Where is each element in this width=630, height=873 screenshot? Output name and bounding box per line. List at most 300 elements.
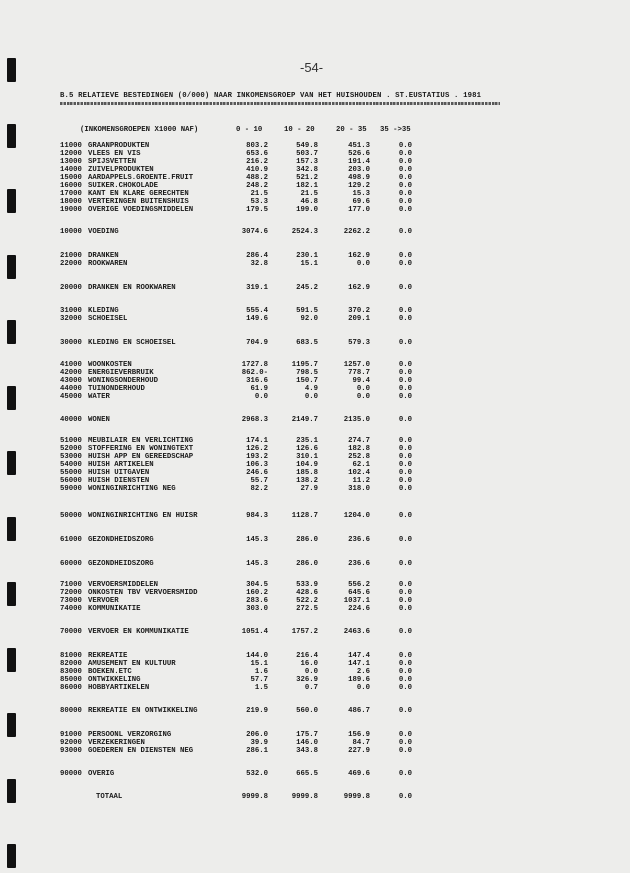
row-value-col-3: 0.0 <box>356 393 370 401</box>
row-value-col-4: 0.0 <box>398 747 412 755</box>
row-value-col-3: 129.2 <box>348 182 370 190</box>
table-row <box>0 770 630 779</box>
row-value-col-1: 1727.8 <box>241 361 268 369</box>
row-value-col-4: 0.0 <box>398 536 412 544</box>
row-value-col-1: 704.9 <box>246 339 268 347</box>
row-value-col-4: 0.0 <box>398 228 412 236</box>
row-code: 31000 <box>60 307 82 315</box>
row-value-col-1: 21.5 <box>250 190 268 198</box>
row-value-col-3: 526.6 <box>348 150 370 158</box>
row-code: 10000 <box>60 228 82 236</box>
row-label: SCHOEISEL <box>88 315 128 323</box>
row-label: OVERIG <box>88 770 115 778</box>
row-code: 22000 <box>60 260 82 268</box>
row-label: VERZEKERINGEN <box>88 739 145 747</box>
table-row <box>0 315 630 324</box>
row-label: ROOKWAREN <box>88 260 128 268</box>
table-row <box>0 747 630 756</box>
row-value-col-1: 179.5 <box>246 206 268 214</box>
row-value-col-3: 2262.2 <box>343 228 370 236</box>
row-value-col-3: 203.0 <box>348 166 370 174</box>
row-value-col-4: 0.0 <box>398 198 412 206</box>
row-value-col-3: 451.3 <box>348 142 370 150</box>
row-value-col-2: 2149.7 <box>291 416 318 424</box>
row-value-col-2: 138.2 <box>296 477 318 485</box>
table-row <box>0 605 630 614</box>
row-value-col-4: 0.0 <box>398 307 412 315</box>
row-value-col-4: 0.0 <box>398 512 412 520</box>
row-value-col-2: 16.0 <box>300 660 318 668</box>
row-value-col-1: 319.1 <box>246 284 268 292</box>
row-value-col-3: 236.6 <box>348 536 370 544</box>
row-value-col-3: 156.9 <box>348 731 370 739</box>
row-code: 61000 <box>60 536 82 544</box>
row-value-col-2: 1128.7 <box>291 512 318 520</box>
row-value-col-4: 0.0 <box>398 560 412 568</box>
row-code: 90000 <box>60 770 82 778</box>
row-value-col-2: 560.0 <box>296 707 318 715</box>
row-value-col-1: 145.3 <box>246 560 268 568</box>
row-label: KANT EN KLARE GERECHTEN <box>88 190 189 198</box>
row-code: 91000 <box>60 731 82 739</box>
row-code: 53000 <box>60 453 82 461</box>
row-value-col-2: 0.7 <box>304 684 318 692</box>
row-code: 45000 <box>60 393 82 401</box>
row-code: 15000 <box>60 174 82 182</box>
row-value-col-1: 286.1 <box>246 747 268 755</box>
row-value-col-2: 683.5 <box>296 339 318 347</box>
row-value-col-1: 653.6 <box>246 150 268 158</box>
row-value-col-2: 1195.7 <box>291 361 318 369</box>
row-label: HOBBYARTIKELEN <box>88 684 150 692</box>
row-code: 70000 <box>60 628 82 636</box>
row-value-col-2: 503.7 <box>296 150 318 158</box>
row-label: BOEKEN.ETC <box>88 668 132 676</box>
row-value-col-4: 0.0 <box>398 260 412 268</box>
row-label: REKREATIE <box>88 652 128 660</box>
row-value-col-1: 286.4 <box>246 252 268 260</box>
row-value-col-3: 147.1 <box>348 660 370 668</box>
row-value-col-2: 146.0 <box>296 739 318 747</box>
row-label: HUISH UITGAVEN <box>88 469 150 477</box>
row-value-col-4: 0.0 <box>398 166 412 174</box>
row-value-col-1: 1.6 <box>254 668 268 676</box>
row-code: 74000 <box>60 605 82 613</box>
row-value-col-4: 0.0 <box>398 339 412 347</box>
row-code: 54000 <box>60 461 82 469</box>
header-col-3: 20 - 35 <box>336 126 367 134</box>
row-value-col-2: 522.2 <box>296 597 318 605</box>
row-label: SPIJSVETTEN <box>88 158 137 166</box>
row-value-col-4: 0.0 <box>398 150 412 158</box>
row-label: WATER <box>88 393 110 401</box>
row-value-col-2: 286.0 <box>296 560 318 568</box>
header-label: (INKOMENSGROEPEN X1000 NAF) <box>80 126 199 134</box>
row-code: 13000 <box>60 158 82 166</box>
row-value-col-4: 0.0 <box>398 597 412 605</box>
row-value-col-2: 150.7 <box>296 377 318 385</box>
row-label: TUINONDERHOUD <box>88 385 145 393</box>
row-value-col-3: 370.2 <box>348 307 370 315</box>
row-code: 21000 <box>60 252 82 260</box>
row-value-col-2: 1757.2 <box>291 628 318 636</box>
row-label: AMUSEMENT EN KULTUUR <box>88 660 176 668</box>
row-value-col-1: 206.0 <box>246 731 268 739</box>
row-value-col-4: 0.0 <box>398 469 412 477</box>
row-value-col-3: 1257.0 <box>343 361 370 369</box>
row-value-col-3: 252.8 <box>348 453 370 461</box>
row-value-col-4: 0.0 <box>398 445 412 453</box>
row-code: 83000 <box>60 668 82 676</box>
row-value-col-4: 0.0 <box>398 182 412 190</box>
row-value-col-3: 162.9 <box>348 284 370 292</box>
row-value-col-2: 230.1 <box>296 252 318 260</box>
row-value-col-2: 126.6 <box>296 445 318 453</box>
row-code: 80000 <box>60 707 82 715</box>
row-value-col-1: 9999.8 <box>241 793 268 801</box>
row-value-col-2: 4.9 <box>304 385 318 393</box>
row-value-col-4: 0.0 <box>398 315 412 323</box>
row-value-col-1: 39.9 <box>250 739 268 747</box>
row-value-col-1: 126.2 <box>246 445 268 453</box>
row-label: HUISH ARTIKELEN <box>88 461 154 469</box>
row-label: OVERIGE VOEDINGSMIDDELEN <box>88 206 194 214</box>
row-label: GOEDEREN EN DIENSTEN NEG <box>88 747 194 755</box>
row-label: KLEDING <box>88 307 119 315</box>
row-label: VERVOER EN KOMMUNIKATIE <box>88 628 189 636</box>
table-row <box>0 793 630 802</box>
row-value-col-3: 0.0 <box>356 385 370 393</box>
row-value-col-3: 227.9 <box>348 747 370 755</box>
row-value-col-4: 0.0 <box>398 485 412 493</box>
table-row <box>0 416 630 425</box>
row-value-col-2: 343.8 <box>296 747 318 755</box>
row-value-col-3: 84.7 <box>352 739 370 747</box>
row-code: 59000 <box>60 485 82 493</box>
row-value-col-4: 0.0 <box>398 416 412 424</box>
row-value-col-1: 219.9 <box>246 707 268 715</box>
row-label: STOFFERING EN WONINGTEXT <box>88 445 194 453</box>
row-value-col-1: 316.6 <box>246 377 268 385</box>
row-value-col-4: 0.0 <box>398 676 412 684</box>
row-value-col-1: 53.3 <box>250 198 268 206</box>
table-row <box>0 260 630 269</box>
row-label: HUISH DIENSTEN <box>88 477 150 485</box>
row-code: 55000 <box>60 469 82 477</box>
row-code: 12000 <box>60 150 82 158</box>
row-value-col-2: 92.0 <box>300 315 318 323</box>
row-code: 11000 <box>60 142 82 150</box>
row-value-col-1: 193.2 <box>246 453 268 461</box>
row-value-col-3: 318.0 <box>348 485 370 493</box>
row-label: GRAANPRODUKTEN <box>88 142 150 150</box>
table-row <box>0 628 630 637</box>
row-value-col-3: 189.6 <box>348 676 370 684</box>
row-code: 93000 <box>60 747 82 755</box>
row-code: 32000 <box>60 315 82 323</box>
row-label: VOEDING <box>88 228 119 236</box>
row-label: ENERGIEVERBRUIK <box>88 369 154 377</box>
row-value-col-1: 248.2 <box>246 182 268 190</box>
row-value-col-1: 2968.3 <box>241 416 268 424</box>
row-code: 50000 <box>60 512 82 520</box>
row-label: WONINGINRICHTING NEG <box>88 485 176 493</box>
header-col-1: 0 - 10 <box>236 126 263 134</box>
row-value-col-2: 9999.8 <box>291 793 318 801</box>
row-label: ONKOSTEN TBV VERVOERSMIDD <box>88 589 198 597</box>
row-code: 71000 <box>60 581 82 589</box>
row-value-col-3: 99.4 <box>352 377 370 385</box>
row-value-col-2: 199.0 <box>296 206 318 214</box>
row-value-col-4: 0.0 <box>398 190 412 198</box>
row-value-col-1: 303.0 <box>246 605 268 613</box>
row-value-col-1: 803.2 <box>246 142 268 150</box>
table-title: B.5 RELATIEVE BESTEDINGEN (0/000) NAAR INKOMENSGROEP VAN HET HUISHOUDEN . ST.EUSTATIUS . 1981 <box>60 92 482 100</box>
row-value-col-2: 182.1 <box>296 182 318 190</box>
row-value-col-1: 160.2 <box>246 589 268 597</box>
row-value-col-4: 0.0 <box>398 793 412 801</box>
row-code: 85000 <box>60 676 82 684</box>
row-value-col-1: 532.0 <box>246 770 268 778</box>
row-value-col-3: 177.0 <box>348 206 370 214</box>
row-code: 41000 <box>60 361 82 369</box>
row-code: 30000 <box>60 339 82 347</box>
row-code: 16000 <box>60 182 82 190</box>
row-value-col-2: 15.1 <box>300 260 318 268</box>
row-code: 44000 <box>60 385 82 393</box>
row-value-col-3: 69.6 <box>352 198 370 206</box>
row-value-col-4: 0.0 <box>398 393 412 401</box>
row-value-col-4: 0.0 <box>398 252 412 260</box>
row-value-col-1: 144.0 <box>246 652 268 660</box>
row-value-col-1: 1.5 <box>254 684 268 692</box>
row-label: VERVOERSMIDDELEN <box>88 581 159 589</box>
table-row <box>0 206 630 215</box>
row-label: AARDAPPELS.GROENTE.FRUIT <box>88 174 194 182</box>
row-value-col-4: 0.0 <box>398 660 412 668</box>
row-label: VLEES EN VIS <box>88 150 141 158</box>
row-value-col-2: 216.4 <box>296 652 318 660</box>
row-code: 14000 <box>60 166 82 174</box>
row-value-col-1: 862.0- <box>241 369 268 377</box>
row-value-col-1: 61.9 <box>250 385 268 393</box>
row-value-col-3: 15.3 <box>352 190 370 198</box>
row-value-col-2: 798.5 <box>296 369 318 377</box>
row-code: 17000 <box>60 190 82 198</box>
row-code: 56000 <box>60 477 82 485</box>
row-value-col-2: 0.0 <box>304 393 318 401</box>
row-code: 73000 <box>60 597 82 605</box>
row-value-col-4: 0.0 <box>398 589 412 597</box>
row-value-col-3: 191.4 <box>348 158 370 166</box>
row-label: HUISH APP EN GEREEDSCHAP <box>88 453 194 461</box>
row-value-col-4: 0.0 <box>398 206 412 214</box>
row-label: VERVOER <box>88 597 119 605</box>
row-value-col-2: 157.3 <box>296 158 318 166</box>
row-value-col-4: 0.0 <box>398 385 412 393</box>
row-value-col-2: 27.9 <box>300 485 318 493</box>
row-code: 40000 <box>60 416 82 424</box>
row-value-col-2: 310.1 <box>296 453 318 461</box>
row-value-col-3: 9999.8 <box>343 793 370 801</box>
row-value-col-4: 0.0 <box>398 461 412 469</box>
table-row <box>0 228 630 237</box>
row-value-col-4: 0.0 <box>398 174 412 182</box>
row-value-col-1: 304.5 <box>246 581 268 589</box>
table-row <box>0 284 630 293</box>
row-value-col-2: 245.2 <box>296 284 318 292</box>
row-value-col-2: 521.2 <box>296 174 318 182</box>
binder-hole-mark <box>7 58 16 82</box>
row-value-col-3: 469.6 <box>348 770 370 778</box>
table-row <box>0 707 630 716</box>
row-value-col-4: 0.0 <box>398 731 412 739</box>
row-label: DRANKEN <box>88 252 119 260</box>
row-label: REKREATIE EN ONTWIKKELING <box>88 707 198 715</box>
row-code: 51000 <box>60 437 82 445</box>
row-value-col-1: 555.4 <box>246 307 268 315</box>
row-value-col-2: 0.0 <box>304 668 318 676</box>
row-code: 52000 <box>60 445 82 453</box>
table-row <box>0 339 630 348</box>
row-value-col-2: 286.0 <box>296 536 318 544</box>
row-code: 92000 <box>60 739 82 747</box>
row-value-col-1: 3074.6 <box>241 228 268 236</box>
row-value-col-3: 209.1 <box>348 315 370 323</box>
row-value-col-2: 549.8 <box>296 142 318 150</box>
header-col-4: 35 ->35 <box>380 126 411 134</box>
row-value-col-4: 0.0 <box>398 770 412 778</box>
row-value-col-2: 591.5 <box>296 307 318 315</box>
row-value-col-3: 1037.1 <box>343 597 370 605</box>
row-value-col-4: 0.0 <box>398 158 412 166</box>
row-value-col-1: 145.3 <box>246 536 268 544</box>
binder-hole-mark <box>7 844 16 868</box>
row-value-col-3: 11.2 <box>352 477 370 485</box>
row-value-col-3: 645.6 <box>348 589 370 597</box>
row-value-col-4: 0.0 <box>398 142 412 150</box>
row-value-col-4: 0.0 <box>398 628 412 636</box>
row-label: WONEN <box>88 416 110 424</box>
row-value-col-2: 665.5 <box>296 770 318 778</box>
row-value-col-3: 62.1 <box>352 461 370 469</box>
table-row <box>0 560 630 569</box>
row-value-col-3: 2.6 <box>356 668 370 676</box>
page-number: -54- <box>300 60 324 75</box>
row-value-col-1: 149.6 <box>246 315 268 323</box>
row-value-col-4: 0.0 <box>398 739 412 747</box>
row-value-col-2: 21.5 <box>300 190 318 198</box>
row-value-col-1: 246.6 <box>246 469 268 477</box>
row-value-col-2: 235.1 <box>296 437 318 445</box>
row-code: 19000 <box>60 206 82 214</box>
row-label: WONINGINRICHTING EN HUISR <box>88 512 198 520</box>
row-code: 18000 <box>60 198 82 206</box>
row-value-col-3: 2135.0 <box>343 416 370 424</box>
table-row <box>0 512 630 521</box>
row-value-col-3: 162.9 <box>348 252 370 260</box>
row-label: DRANKEN EN ROOKWAREN <box>88 284 176 292</box>
header-col-2: 10 - 20 <box>284 126 315 134</box>
row-value-col-1: 410.9 <box>246 166 268 174</box>
row-value-col-1: 106.3 <box>246 461 268 469</box>
row-value-col-4: 0.0 <box>398 477 412 485</box>
row-value-col-3: 556.2 <box>348 581 370 589</box>
row-value-col-3: 579.3 <box>348 339 370 347</box>
row-code: 42000 <box>60 369 82 377</box>
row-label: SUIKER.CHOKOLADE <box>88 182 159 190</box>
row-value-col-2: 175.7 <box>296 731 318 739</box>
row-label: PERSOONL VERZORGING <box>88 731 172 739</box>
row-value-col-3: 1204.0 <box>343 512 370 520</box>
row-value-col-4: 0.0 <box>398 668 412 676</box>
row-value-col-3: 0.0 <box>356 684 370 692</box>
row-value-col-3: 236.6 <box>348 560 370 568</box>
row-value-col-1: 1051.4 <box>241 628 268 636</box>
row-label: KLEDING EN SCHOEISEL <box>88 339 176 347</box>
row-value-col-3: 102.4 <box>348 469 370 477</box>
row-value-col-2: 272.5 <box>296 605 318 613</box>
row-label: GEZONDHEIDSZORG <box>88 560 154 568</box>
row-label: MEUBILAIR EN VERLICHTING <box>88 437 194 445</box>
row-value-col-4: 0.0 <box>398 605 412 613</box>
row-value-col-2: 326.9 <box>296 676 318 684</box>
title-underline <box>60 102 500 105</box>
row-value-col-1: 0.0 <box>254 393 268 401</box>
row-value-col-3: 0.0 <box>356 260 370 268</box>
row-value-col-3: 224.6 <box>348 605 370 613</box>
row-value-col-1: 82.2 <box>250 485 268 493</box>
row-value-col-1: 32.8 <box>250 260 268 268</box>
row-value-col-2: 2524.3 <box>291 228 318 236</box>
row-value-col-4: 0.0 <box>398 284 412 292</box>
row-value-col-2: 533.9 <box>296 581 318 589</box>
row-code: 60000 <box>60 560 82 568</box>
row-value-col-2: 342.8 <box>296 166 318 174</box>
row-code: 81000 <box>60 652 82 660</box>
row-value-col-4: 0.0 <box>398 707 412 715</box>
row-code: 72000 <box>60 589 82 597</box>
row-value-col-3: 778.7 <box>348 369 370 377</box>
row-code: 43000 <box>60 377 82 385</box>
row-value-col-1: 216.2 <box>246 158 268 166</box>
row-value-col-1: 488.2 <box>246 174 268 182</box>
row-value-col-3: 182.8 <box>348 445 370 453</box>
row-value-col-4: 0.0 <box>398 369 412 377</box>
row-value-col-3: 147.4 <box>348 652 370 660</box>
row-value-col-3: 498.9 <box>348 174 370 182</box>
table-row <box>0 485 630 494</box>
row-code: 86000 <box>60 684 82 692</box>
row-code: 82000 <box>60 660 82 668</box>
row-value-col-1: 57.7 <box>250 676 268 684</box>
row-value-col-2: 46.8 <box>300 198 318 206</box>
row-label: KOMMUNIKATIE <box>88 605 141 613</box>
row-value-col-2: 185.8 <box>296 469 318 477</box>
row-value-col-4: 0.0 <box>398 684 412 692</box>
row-label: WOONKOSTEN <box>88 361 132 369</box>
row-value-col-1: 984.3 <box>246 512 268 520</box>
row-code: 20000 <box>60 284 82 292</box>
row-value-col-1: 174.1 <box>246 437 268 445</box>
table-row <box>0 536 630 545</box>
table-row <box>0 393 630 402</box>
row-label: TOTAAL <box>96 793 123 801</box>
row-value-col-1: 55.7 <box>250 477 268 485</box>
row-value-col-1: 15.1 <box>250 660 268 668</box>
row-value-col-4: 0.0 <box>398 581 412 589</box>
row-value-col-4: 0.0 <box>398 361 412 369</box>
